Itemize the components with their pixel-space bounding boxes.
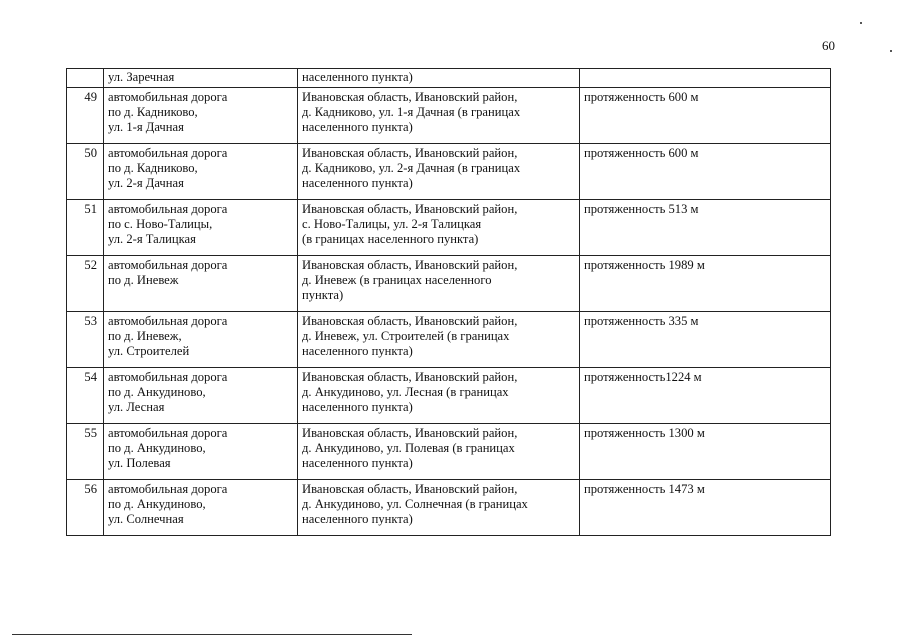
road-address-cell: населенного пункта) bbox=[298, 69, 580, 88]
road-length-cell: протяженность 600 м bbox=[580, 88, 831, 144]
table-row-continued bbox=[67, 69, 831, 88]
road-name-cell: автомобильная дорога по д. Анкудиново, ул. Полевая bbox=[104, 424, 298, 480]
footer-divider bbox=[12, 634, 412, 635]
road-name-cell: автомобильная дорога по д. Анкудиново, ул. Солнечная bbox=[104, 480, 298, 536]
road-length-cell: протяженность 600 м bbox=[580, 144, 831, 200]
row-number-cell: 56 bbox=[67, 480, 104, 536]
row-number-cell bbox=[67, 69, 104, 88]
row-number-cell: 52 bbox=[67, 256, 104, 312]
table-row bbox=[67, 424, 831, 480]
road-address-cell: Ивановская область, Ивановский район, д. Иневеж, ул. Строителей (в границах населенного пункта) bbox=[298, 312, 580, 368]
road-name-cell: автомобильная дорога по д. Кадниково, ул. 1-я Дачная bbox=[104, 88, 298, 144]
road-length-cell bbox=[580, 69, 831, 88]
row-number-cell: 50 bbox=[67, 144, 104, 200]
road-address-cell: Ивановская область, Ивановский район, д. Кадниково, ул. 1-я Дачная (в границах населенного пункта) bbox=[298, 88, 580, 144]
road-name-cell: автомобильная дорога по д. Иневеж bbox=[104, 256, 298, 312]
road-address-cell: Ивановская область, Ивановский район, д. Иневеж (в границах населенного пункта) bbox=[298, 256, 580, 312]
roads-table-body bbox=[67, 69, 831, 536]
row-number-cell: 51 bbox=[67, 200, 104, 256]
road-address-cell: Ивановская область, Ивановский район, д. Анкудиново, ул. Солнечная (в границах населенного пункта) bbox=[298, 480, 580, 536]
table-row bbox=[67, 480, 831, 536]
road-length-cell: протяженность 335 м bbox=[580, 312, 831, 368]
road-name-cell: автомобильная дорога по с. Ново-Талицы, ул. 2-я Талицкая bbox=[104, 200, 298, 256]
road-name-cell: ул. Заречная bbox=[104, 69, 298, 88]
road-address-cell: Ивановская область, Ивановский район, д. Анкудиново, ул. Полевая (в границах населенного пункта) bbox=[298, 424, 580, 480]
table-row bbox=[67, 312, 831, 368]
table-row bbox=[67, 368, 831, 424]
road-name-cell: автомобильная дорога по д. Кадниково, ул. 2-я Дачная bbox=[104, 144, 298, 200]
road-name-cell: автомобильная дорога по д. Иневеж, ул. Строителей bbox=[104, 312, 298, 368]
row-number-cell: 53 bbox=[67, 312, 104, 368]
scan-speck bbox=[890, 50, 892, 52]
table-row bbox=[67, 88, 831, 144]
page-number: 60 bbox=[822, 38, 835, 53]
road-address-cell: Ивановская область, Ивановский район, д. Анкудиново, ул. Лесная (в границах населенного пункта) bbox=[298, 368, 580, 424]
road-length-cell: протяженность 1473 м bbox=[580, 480, 831, 536]
road-length-cell: протяженность 1300 м bbox=[580, 424, 831, 480]
road-length-cell: протяженность1224 м bbox=[580, 368, 831, 424]
road-address-cell: Ивановская область, Ивановский район, с. Ново-Талицы, ул. 2-я Талицкая (в границах населенного пункта) bbox=[298, 200, 580, 256]
row-number-cell: 54 bbox=[67, 368, 104, 424]
road-length-cell: протяженность 513 м bbox=[580, 200, 831, 256]
table-row bbox=[67, 256, 831, 312]
scan-speck bbox=[860, 22, 862, 24]
table-row bbox=[67, 200, 831, 256]
row-number-cell: 49 bbox=[67, 88, 104, 144]
road-name-cell: автомобильная дорога по д. Анкудиново, ул. Лесная bbox=[104, 368, 298, 424]
row-number-cell: 55 bbox=[67, 424, 104, 480]
road-address-cell: Ивановская область, Ивановский район, д. Кадниково, ул. 2-я Дачная (в границах населенного пункта) bbox=[298, 144, 580, 200]
table-row bbox=[67, 144, 831, 200]
road-length-cell: протяженность 1989 м bbox=[580, 256, 831, 312]
roads-table bbox=[66, 68, 831, 536]
